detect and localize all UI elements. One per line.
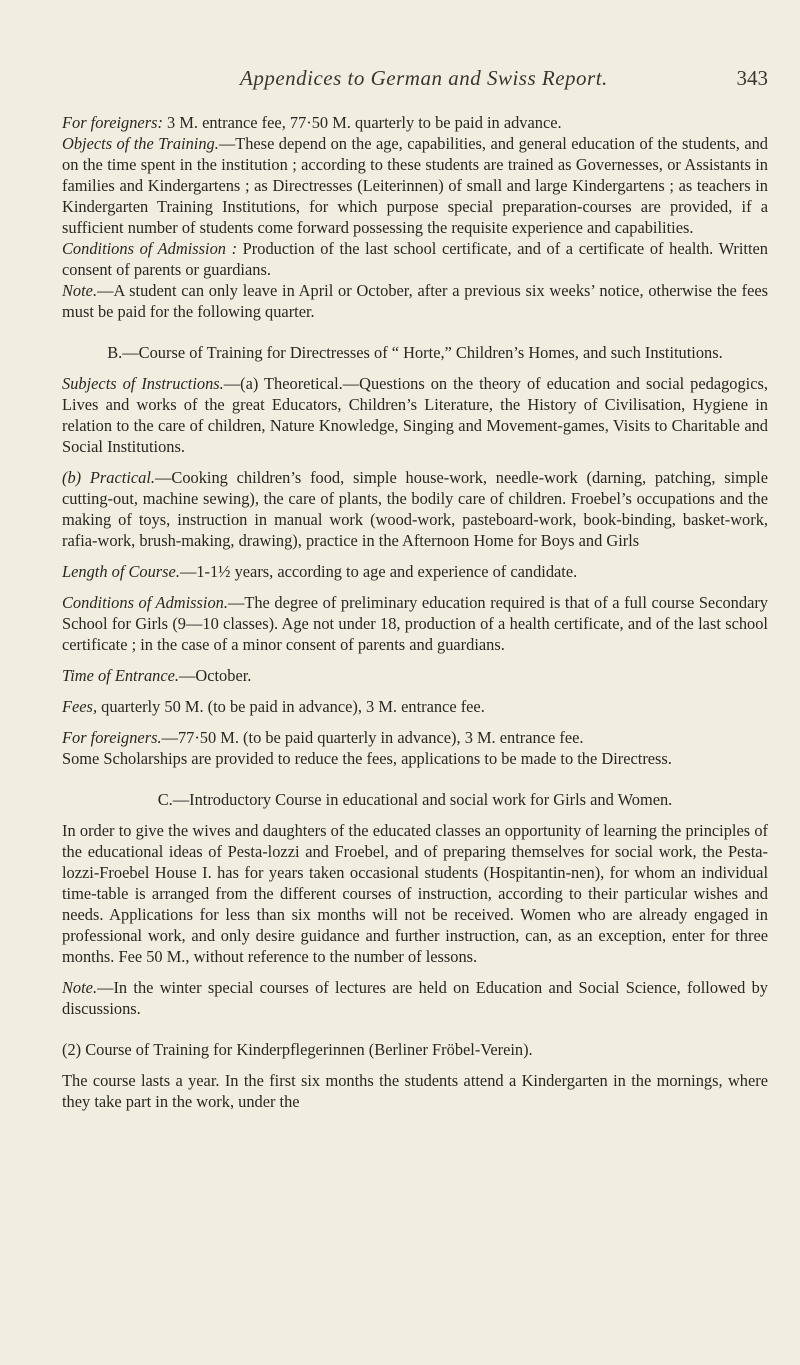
paragraph: Fees, quarterly 50 M. (to be paid in advance), 3 M. entrance fee.	[62, 697, 485, 716]
paragraph: Note.—In the winter special courses of lectures are held on Education and Social Science, followed by discussions.	[62, 978, 768, 1018]
section-heading: (2) Course of Training for Kinderpflegerinnen (Berliner Fröbel-Verein).	[62, 1040, 533, 1059]
page-number: 343	[736, 66, 768, 90]
section-heading: B.—Course of Training for Directresses of “ Horte,” Children’s Homes, and such Institutions.	[107, 343, 723, 362]
paragraph: Time of Entrance.—October.	[62, 666, 252, 685]
paragraph: Objects of the Training.—These depend on the age, capabilities, and general education of the students, and on the time spent in the institution ; according to these students are trained as Governesses, or Assistants in families and Kindergartens ; as Directresses (Leiterinnen) of small and large Kindergartens ; as teachers in Kindergarten Training Institutions, for which purpose special preparation-courses are provided, if a sufficient number of students come forward possessing the requisite experience and capabilities.	[62, 134, 768, 237]
body-text	[62, 112, 768, 1112]
section-heading: C.—Introductory Course in educational and social work for Girls and Women.	[157, 790, 673, 809]
paragraph: Conditions of Admission.—The degree of preliminary education required is that of a full course Secondary School for Girls (9—10 classes). Age not under 18, production of a health certificate, and of the last school certificate ; in the case of a minor consent of parents and guardians.	[62, 593, 768, 654]
paragraph: Some Scholarships are provided to reduce the fees, applications to be made to the Directress.	[62, 749, 672, 768]
paragraph: For foreigners.—77·50 M. (to be paid quarterly in advance), 3 M. entrance fee.	[62, 728, 584, 747]
paragraph: Subjects of Instructions.—(a) Theoretical.—Questions on the theory of education and social pedagogics, Lives and works of the great Educators, Children’s Literature, the History of Civilisation, Hygiene in relation to the care of children, Nature Knowledge, Singing and Movement-games, Visits to Charitable and Social Institutions.	[62, 374, 768, 456]
paragraph: (b) Practical.—Cooking children’s food, simple house-work, needle-work (darning, patching, simple cutting-out, machine sewing), the care of plants, the bodily care of children. Froebel’s occupations and the making of toys, instruction in manual work (wood-work, pasteboard-work, book-binding, basket-work, rafia-work, brush-making, drawing), practice in the Afternoon Home for Boys and Girls	[62, 468, 768, 550]
paragraph: Conditions of Admission : Production of the last school certificate, and of a certificate of health. Written consent of parents or guardians.	[62, 239, 768, 279]
paragraph: For foreigners: 3 M. entrance fee, 77·50 M. quarterly to be paid in advance.	[62, 113, 562, 132]
paragraph: Length of Course.—1-1½ years, according to age and experience of candidate.	[62, 562, 578, 581]
running-head	[0, 66, 800, 96]
running-head-title: Appendices to German and Swiss Report.	[240, 66, 608, 90]
paragraph: In order to give the wives and daughters of the educated classes an opportunity of learning the principles of the educational ideas of Pesta-lozzi and Froebel, and of preparing themselves for social work, the Pesta-lozzi-Froebel House I. has for years taken occasional students (Hospitantin-nen), for whom an individual time-table is arranged from the different courses of instruction, according to their particular wishes and needs. Applications for less than six months will not be received. Women who are already engaged in professional work, and only desire guidance and further instruction, can, as an exception, enter for three months. Fee 50 M., without reference to the number of lessons.	[62, 821, 768, 966]
paragraph: Note.—A student can only leave in April or October, after a previous six weeks’ notice, otherwise the fees must be paid for the following quarter.	[62, 281, 768, 321]
paragraph: The course lasts a year. In the first six months the students attend a Kindergarten in the mornings, where they take part in the work, under the	[62, 1071, 768, 1111]
